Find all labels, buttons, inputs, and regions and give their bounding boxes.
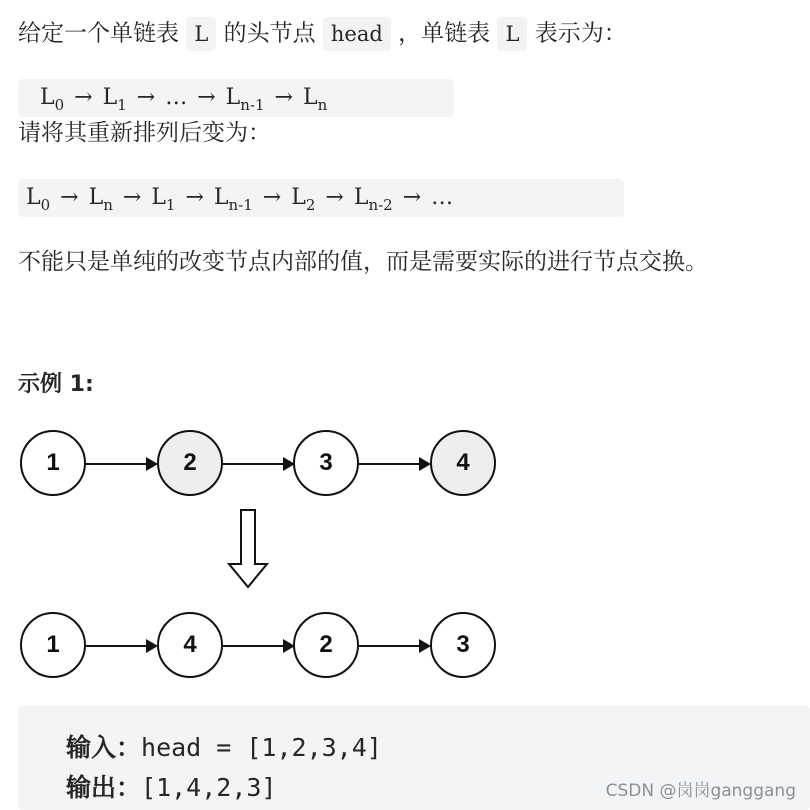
arrow-icon: →	[185, 185, 204, 210]
term-base: L	[40, 85, 55, 110]
output-value: [1,4,2,3]	[141, 773, 277, 802]
arrow-icon: →	[74, 85, 93, 110]
term-base: L	[151, 185, 166, 210]
rearranged-sequence	[18, 179, 624, 217]
term-subscript: 0	[40, 196, 51, 214]
original-sequence	[18, 79, 454, 117]
term-subscript: n	[103, 196, 113, 214]
term-base: L	[213, 185, 229, 210]
list-node: 2	[157, 430, 223, 496]
term-subscript: n-2	[368, 196, 393, 214]
term-base: L	[88, 185, 104, 210]
term-base: L	[353, 185, 369, 210]
sequence-term	[26, 185, 51, 214]
term-base: …	[165, 85, 188, 110]
arrow-icon: →	[274, 85, 293, 110]
list-node: 1	[20, 430, 86, 496]
list-node: 2	[293, 612, 359, 678]
term-base: L	[102, 85, 118, 110]
output-label: 输出：	[66, 773, 142, 802]
rearrange-text: 请将其重新排列后变为：	[18, 120, 271, 146]
inline-code-l: L	[186, 17, 216, 51]
watermark: CSDN @岗岗ganggang	[605, 781, 796, 801]
sequence-term	[225, 85, 265, 114]
arrow-icon: →	[60, 185, 79, 210]
note-text: 不能只是单纯的改变节点内部的值，而是需要实际的进行节点交换。	[18, 249, 708, 275]
term-subscript: n-1	[240, 96, 265, 114]
intro-text-4: 表示为：	[534, 20, 627, 47]
arrow-icon	[223, 463, 293, 465]
example-title: 示例 1:	[18, 372, 94, 397]
arrow-icon: →	[402, 185, 422, 210]
arrow-icon	[223, 645, 293, 647]
sequence-term	[40, 85, 65, 114]
term-base: L	[291, 185, 306, 210]
term-base: L	[302, 85, 318, 110]
arrow-icon: →	[122, 185, 142, 210]
list-node: 4	[157, 612, 223, 678]
intro-text-2: 的头节点	[223, 20, 316, 47]
list-node: 3	[293, 430, 359, 496]
arrow-icon	[86, 463, 156, 465]
arrow-icon	[359, 463, 429, 465]
term-subscript: n-1	[228, 196, 253, 214]
sequence-term	[151, 185, 176, 214]
term-base: L	[26, 185, 41, 210]
intro-text-3: ，单链表	[398, 20, 491, 47]
term-subscript: 2	[305, 196, 316, 214]
term-base: L	[225, 85, 241, 110]
sequence-term	[353, 185, 393, 214]
arrow-icon: →	[136, 85, 156, 110]
input-line	[66, 728, 382, 764]
input-label: 输入：	[66, 733, 142, 762]
input-value: head = [1,2,3,4]	[141, 733, 382, 762]
down-arrow-icon	[226, 508, 270, 590]
list-node: 1	[20, 612, 86, 678]
intro-text-1: 给定一个单链表	[18, 20, 179, 47]
term-subscript: 1	[117, 96, 127, 114]
sequence-term	[213, 185, 253, 214]
sequence-term	[302, 85, 328, 114]
inline-code-l-2: L	[497, 17, 527, 51]
output-line	[66, 768, 276, 804]
list-node: 3	[430, 612, 496, 678]
arrow-icon: →	[325, 185, 344, 210]
arrow-icon	[86, 645, 156, 647]
arrow-icon	[359, 645, 429, 647]
sequence-term	[165, 85, 187, 110]
intro-paragraph	[18, 17, 627, 51]
term-subscript: 1	[165, 196, 176, 214]
sequence-term	[88, 185, 113, 214]
sequence-term	[102, 85, 127, 114]
sequence-term	[291, 185, 316, 214]
arrow-icon: →	[197, 85, 216, 110]
inline-code-head: head	[323, 17, 391, 51]
arrow-icon: →	[262, 185, 282, 210]
term-subscript: n	[317, 96, 328, 114]
term-subscript: 0	[54, 96, 65, 114]
sequence-term	[431, 185, 453, 210]
list-node: 4	[430, 430, 496, 496]
term-base: …	[431, 185, 454, 210]
